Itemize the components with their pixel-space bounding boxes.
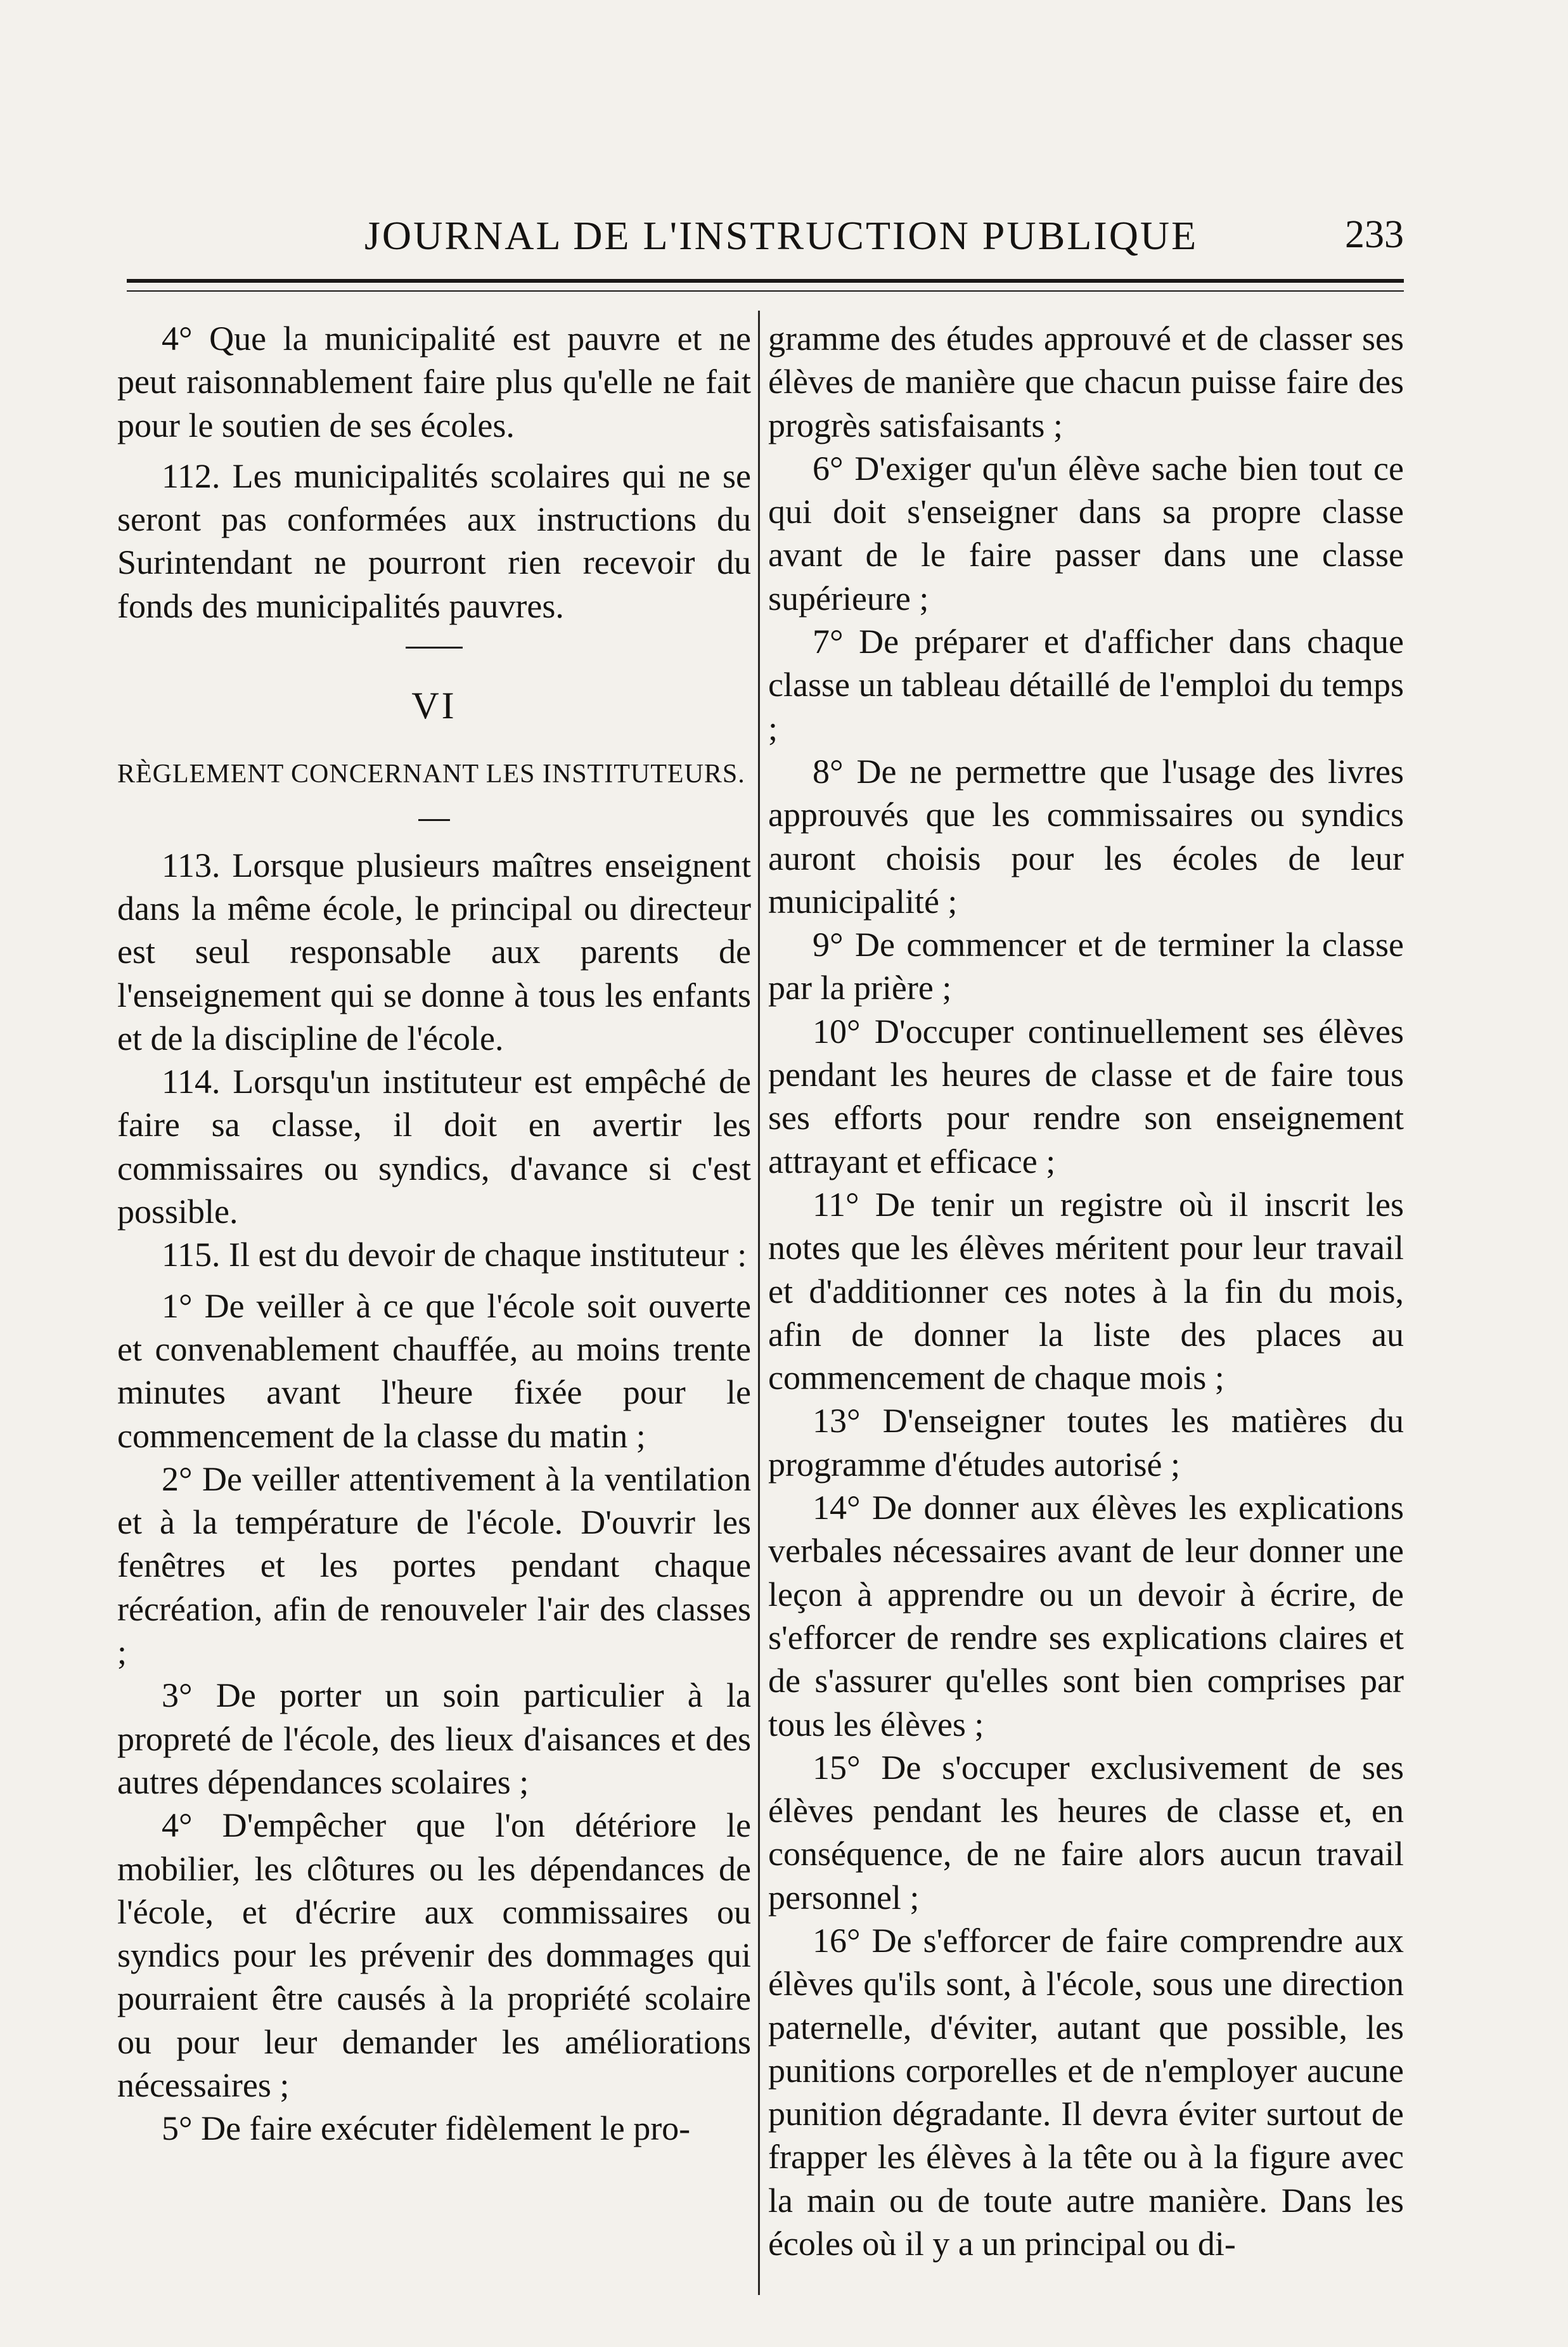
section-number: VI <box>411 685 457 727</box>
section-divider-small <box>418 819 450 821</box>
duty-item-11: 11° De tenir un registre où il inscrit les notes que les élèves méritent pour leur travail et d'additionner ces notes à la fin du mois, afin de donner la liste des places au commencement de chaque mois ; <box>768 1185 1404 1397</box>
duty-item-3: 3° De porter un soin particulier à la propreté de l'école, des lieux d'aisances et des autres dépendances scolaires ; <box>117 1676 751 1801</box>
duty-item-13: 13° D'enseigner toutes les matières du programme d'études autorisé ; <box>768 1402 1404 1484</box>
paragraph-article-113: 113. Lorsque plusieurs maîtres enseignent dans la même école, le principal ou directeur est seul responsable aux parents de l'enseignement qui se donne à tous les enfants et de la discipline de l'école. <box>117 846 751 1057</box>
duty-item-15: 15° De s'occuper exclusivement de ses élèves pendant les heures de classe et, en conséquence, de ne faire alors aucun travail personnel ; <box>768 1748 1404 1917</box>
header-rule-thin <box>127 290 1404 292</box>
header-rule-thick <box>127 279 1404 283</box>
page-number: 233 <box>1345 213 1404 256</box>
column-divider <box>758 311 760 2295</box>
paragraph-article-114: 114. Lorsqu'un instituteur est empêché de faire sa classe, il doit en avertir les commissaires ou syndics, d'avance si c'est possible. <box>117 1063 751 1231</box>
duty-item-8: 8° De ne permettre que l'usage des livres approuvés que les commissaires ou syndics auront choisis pour les écoles de leur municipalité ; <box>768 752 1404 921</box>
paragraph-article-115: 115. Il est du devoir de chaque instituteur : <box>162 1236 747 1274</box>
duty-item-5-continued: gramme des études approuvé et de classer ses élèves de manière que chacun puisse faire des progrès satisfaisants ; <box>768 320 1404 444</box>
duty-item-1: 1° De veiller à ce que l'école soit ouverte et convenablement chauffée, au moins trente minutes avant l'heure fixée pour le commencement de la classe du matin ; <box>117 1286 751 1455</box>
journal-title: JOURNAL DE L'INSTRUCTION PUBLIQUE <box>364 213 1198 258</box>
duty-item-14: 14° De donner aux élèves les explications verbales nécessaires avant de leur donner une leçon à apprendre ou un devoir à écrire, de s'efforcer de rendre ses explications claires et de s'assurer qu'elles sont bien comprises par tous les élèves ; <box>768 1489 1404 1743</box>
left-column <box>117 317 751 2150</box>
duty-item-9: 9° De commencer et de terminer la classe par la prière ; <box>768 926 1404 1007</box>
paragraph-item-4-poor-municipality: 4° Que la municipalité est pauvre et ne peut raisonnablement faire plus qu'elle ne fait pour le soutien de ses écoles. <box>117 320 751 444</box>
section-heading: RÈGLEMENT CONCERNANT LES INSTITUTEURS. <box>117 760 745 789</box>
paragraph-article-112: 112. Les municipalités scolaires qui ne se seront pas conformées aux instructions du Surintendant ne pourront rien recevoir du fonds des municipalités pauvres. <box>117 456 751 625</box>
duty-item-5-start: 5° De faire exécuter fidèlement le pro- <box>162 2109 691 2148</box>
duty-item-2: 2° De veiller attentivement à la ventilation et à la température de l'école. D'ouvrir les fenêtres et les portes pendant chaque récréation, afin de renouveler l'air des classes ; <box>117 1459 751 1672</box>
running-header <box>127 212 1404 282</box>
duty-item-4: 4° D'empêcher que l'on détériore le mobilier, les clôtures ou les dépendances de l'école, et d'écrire aux commissaires ou syndics pour les prévenir des dommages qui pourraient être causés à la propriété scolaire ou pour leur demander les améliorations nécessaires ; <box>117 1806 751 2104</box>
duty-item-10: 10° D'occuper continuellement ses élèves pendant les heures de classe et de faire tous ses efforts pour rendre son enseignement attrayant et efficace ; <box>768 1012 1404 1180</box>
section-divider <box>406 647 463 649</box>
duty-item-7: 7° De préparer et d'afficher dans chaque classe un tableau détaillé de l'emploi du temps ; <box>768 623 1404 747</box>
duty-item-16: 16° De s'efforcer de faire comprendre aux élèves qu'ils sont, à l'école, sous une direction paternelle, d'éviter, autant que possible, les punitions corporelles et de n'employer aucune punition dégradante. Il devra éviter surtout de frapper les élèves à la tête ou à la figure avec la main ou de toute autre manière. Dans les écoles où il y a un principal ou di- <box>768 1921 1404 2263</box>
right-column <box>768 317 1404 2265</box>
duty-item-6: 6° D'exiger qu'un élève sache bien tout ce qui doit s'enseigner dans sa propre classe avant de le faire passer dans une classe supérieure ; <box>768 449 1404 617</box>
